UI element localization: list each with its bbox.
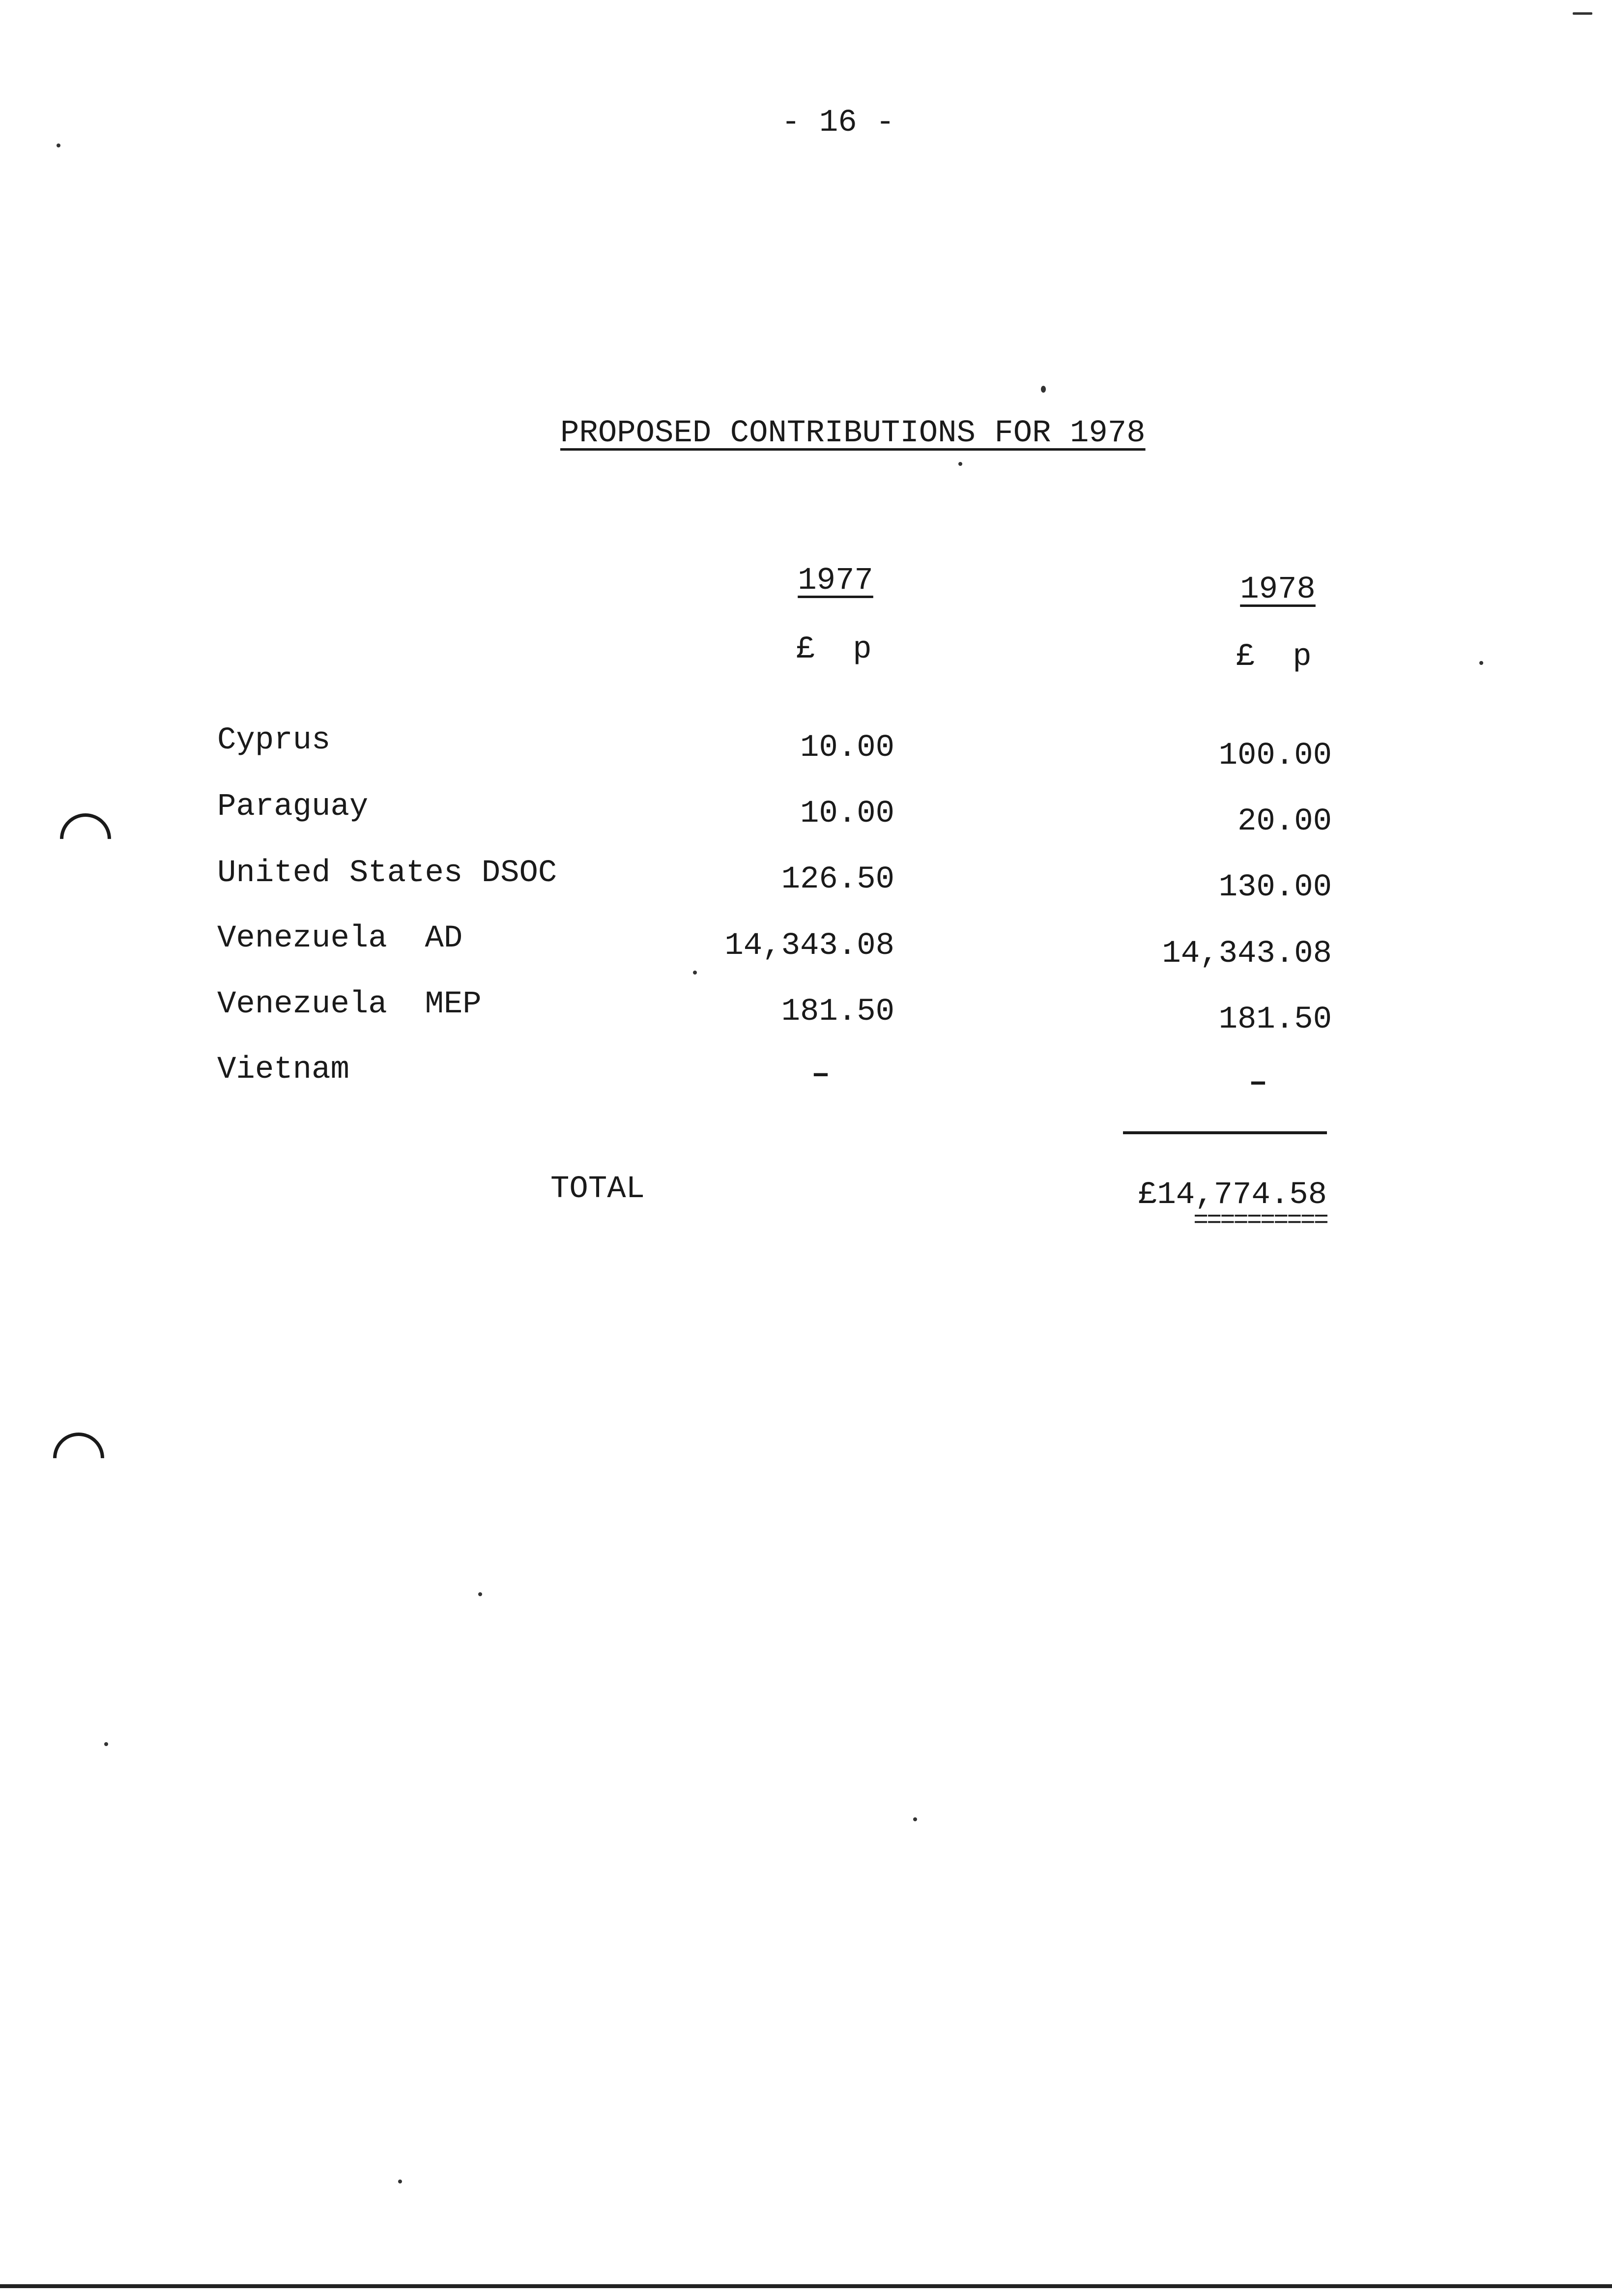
- units-1978: £ p: [1236, 639, 1312, 675]
- row-value-1977: 14,343.08: [724, 928, 894, 964]
- scan-speck: [104, 1742, 108, 1746]
- scan-speck: [958, 462, 962, 466]
- row-value-1978: –: [1248, 1065, 1268, 1101]
- units-1977: £ p: [796, 632, 872, 667]
- row-value-1978: 181.50: [1218, 1002, 1332, 1037]
- total-double-rule: ==========: [1193, 1206, 1327, 1235]
- row-value-1978: 130.00: [1218, 870, 1332, 905]
- row-value-1977: 10.00: [800, 730, 894, 766]
- scan-speck: [1479, 661, 1483, 665]
- scan-speck: [57, 144, 60, 147]
- scan-speck: [913, 1817, 917, 1821]
- scan-speck: [1041, 386, 1046, 393]
- row-value-1977: 126.50: [781, 862, 894, 897]
- row-value-1978: 14,343.08: [1162, 936, 1332, 972]
- page-bottom-edge: [0, 2284, 1612, 2288]
- scan-speck: [1573, 12, 1592, 15]
- row-name: Paraguay: [217, 789, 369, 825]
- total-value: £14,774.58: [1138, 1177, 1327, 1213]
- total-rule: [1123, 1131, 1327, 1134]
- row-value-1977: –: [811, 1057, 831, 1092]
- punch-hole-mark: [42, 1422, 115, 1494]
- row-value-1978: 100.00: [1218, 738, 1332, 774]
- row-value-1978: 20.00: [1237, 804, 1332, 839]
- page-title: PROPOSED CONTRIBUTIONS FOR 1978: [560, 416, 1146, 451]
- row-value-1977: 10.00: [800, 796, 894, 832]
- total-label: TOTAL: [550, 1172, 645, 1207]
- row-name: United States DSOC: [217, 856, 557, 891]
- column-header-1977: 1977: [798, 563, 873, 599]
- row-name: Venezuela AD: [217, 921, 463, 956]
- scan-speck: [478, 1592, 482, 1596]
- column-header-1978: 1978: [1240, 572, 1316, 607]
- row-name: Cyprus: [217, 723, 331, 758]
- punch-hole-mark: [49, 803, 121, 875]
- scan-speck: [398, 2180, 402, 2183]
- scan-speck: [693, 971, 697, 975]
- row-value-1977: 181.50: [781, 994, 894, 1030]
- page-number: - 16 -: [781, 105, 895, 141]
- row-name: Vietnam: [217, 1052, 349, 1088]
- row-name: Venezuela MEP: [217, 987, 482, 1022]
